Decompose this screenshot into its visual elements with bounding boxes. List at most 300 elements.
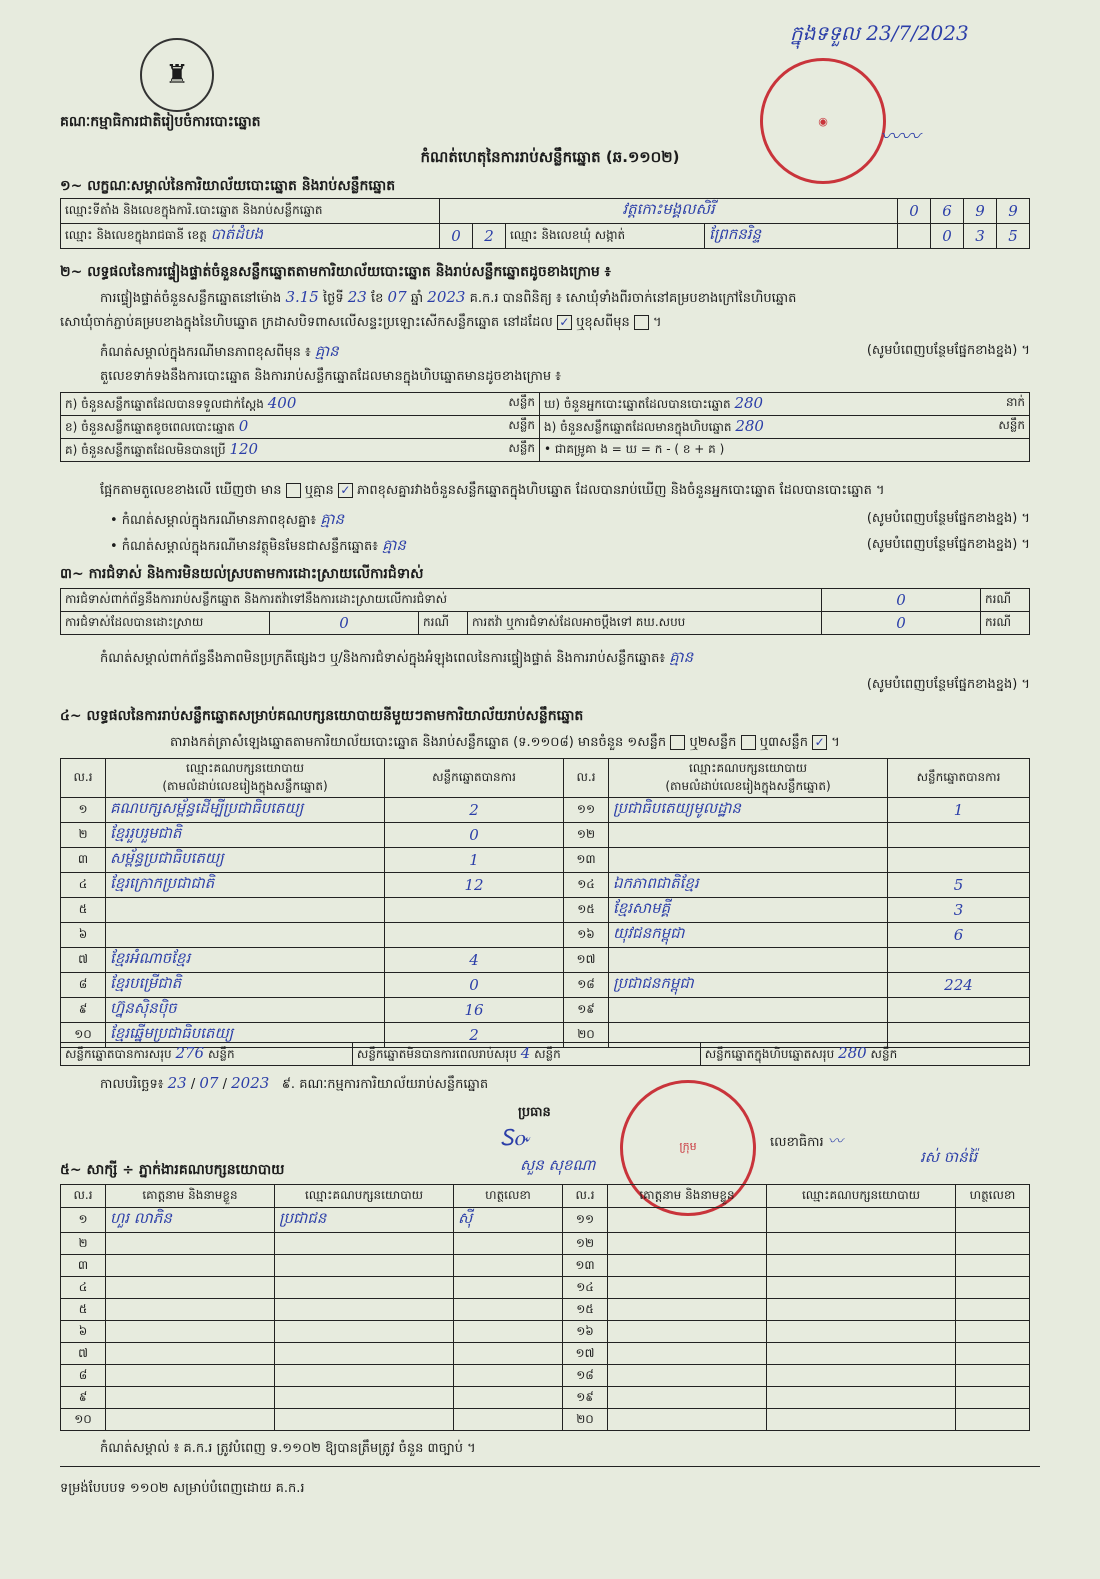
fill-more-3: (សូមបំពេញបន្ថែមផ្នែកខាងខ្នង) ។ — [866, 537, 1030, 552]
fill-more-4: (សូមបំពេញបន្ថែមផ្នែកខាងខ្នង) ។ — [866, 677, 1030, 692]
witness-name[interactable] — [608, 1255, 767, 1277]
verify-month: 07 — [387, 288, 407, 306]
location-digit-2: 6 — [931, 199, 964, 224]
witness-signature[interactable] — [454, 1343, 563, 1365]
witness-party[interactable] — [767, 1299, 956, 1321]
count-b-label: ខ) ចំនួនសន្លឹកឆ្នោតខូចពេលបោះឆ្នោត — [65, 420, 235, 434]
witness-no: ៨ — [61, 1365, 106, 1387]
witness-name[interactable]: ហួរ លាភិន — [106, 1208, 275, 1233]
location-label: ឈ្មោះទីតាំង និងលេខក្នុងការិ.បោះឆ្នោត និងរាប់សន្លឹកឆ្នោត — [61, 199, 440, 224]
count-a — [61, 393, 540, 416]
w-col-sign-left: ហត្ថលេខា — [454, 1185, 563, 1208]
witness-party[interactable] — [275, 1299, 454, 1321]
table-row — [61, 923, 1030, 948]
table-row — [61, 848, 1030, 873]
party-no: ១៥ — [564, 898, 609, 923]
date-day: 23 — [167, 1074, 187, 1092]
count-d-label: ឃ) ចំនួនអ្នកបោះឆ្នោតដែលបានបោះឆ្នោត — [544, 397, 731, 411]
fill-more-1: (សូមបំពេញបន្ថែមផ្នែកខាងខ្នង) ។ — [866, 343, 1030, 358]
party-name — [609, 998, 888, 1023]
total-valid-label: សន្លឹកឆ្នោតបានការសរុប — [65, 1047, 172, 1061]
party-name: ខ្មែរសាមគ្គី — [609, 898, 888, 923]
table-row — [61, 1255, 1030, 1277]
count-d-value: 280 — [734, 394, 764, 412]
count-c-value: 120 — [229, 440, 259, 458]
count-b — [61, 416, 540, 439]
appeal-value: 0 — [822, 612, 981, 635]
appeal-case: ករណី — [981, 612, 1030, 635]
party-no: ៧ — [61, 948, 106, 973]
witness-signature[interactable] — [956, 1255, 1030, 1277]
count-e — [540, 416, 1030, 439]
witness-name[interactable] — [106, 1233, 275, 1255]
count-b-unit: សន្លឹក — [508, 418, 535, 432]
party-name — [609, 823, 888, 848]
witness-signature[interactable] — [956, 1409, 1030, 1431]
total-valid-value: 276 — [175, 1044, 205, 1062]
received-note: ក្នុងទទួល 23/7/2023 — [790, 21, 969, 45]
party-no: ៤ — [61, 873, 106, 898]
w-col-name-left: គោត្តនាម និងនាមខ្លួន — [106, 1185, 275, 1208]
resolved-value: 0 — [270, 612, 419, 635]
province-label: ឈ្មោះ និងលេខក្នុងរាជធានី ខេត្ត — [65, 228, 207, 242]
party-no: ៣ — [61, 848, 106, 873]
party-no: ២០ — [564, 1023, 609, 1048]
witness-party[interactable] — [275, 1233, 454, 1255]
witness-name[interactable] — [608, 1299, 767, 1321]
irregular-note-label: កំណត់សម្គាល់ពាក់ព័ន្ធនឹងភាពមិនប្រក្រតីផ្សេងៗ ឬ/និងការជំទាស់ក្នុងអំឡុងពេលនៃការផ្ទៀងផ្ទាត់ និងការរាប់សន្លឹកឆ្នោត៖ — [100, 651, 666, 666]
party-no: ១០ — [61, 1023, 106, 1048]
witness-signature[interactable]: ស៊ី — [454, 1208, 563, 1233]
party-no: ៨ — [61, 973, 106, 998]
commune-digit-empty — [898, 224, 931, 249]
witness-no: ៦ — [61, 1321, 106, 1343]
witness-signature[interactable] — [956, 1233, 1030, 1255]
witness-party[interactable] — [275, 1343, 454, 1365]
diff-note-label: • កំណត់សម្គាល់ក្នុងករណីមានភាពខុសគ្នា៖ — [110, 513, 317, 528]
witness-party[interactable]: ប្រជាជន — [275, 1208, 454, 1233]
three-sheet-checkbox[interactable]: ✓ — [812, 735, 827, 750]
party-no: ១៨ — [564, 973, 609, 998]
section3-heading: ៣~ ការជំទាស់ និងការមិនយល់ស្របតាមការដោះស្រាយលើការជំទាស់ — [60, 566, 424, 582]
one-sheet-checkbox[interactable] — [670, 735, 685, 750]
total-invalid-value: 4 — [520, 1044, 531, 1062]
witness-party[interactable] — [767, 1321, 956, 1343]
objection-case: ករណី — [981, 589, 1030, 612]
witness-signature[interactable] — [956, 1277, 1030, 1299]
footer-divider — [60, 1466, 1040, 1467]
witness-signature[interactable] — [454, 1321, 563, 1343]
witness-name[interactable] — [106, 1409, 275, 1431]
date-year: 2023 — [231, 1074, 270, 1092]
location-digit-3: 9 — [964, 199, 997, 224]
total-invalid-unit: សន្លឹក — [534, 1047, 561, 1061]
object-note-value: គ្មាន — [382, 536, 406, 554]
witness-signature[interactable] — [454, 1255, 563, 1277]
table-row — [61, 1299, 1030, 1321]
w-col-no-left: ល.រ — [61, 1185, 106, 1208]
witness-no: ៧ — [61, 1343, 106, 1365]
day-label: ថ្ងៃទី — [322, 291, 344, 306]
witness-name[interactable] — [608, 1409, 767, 1431]
object-note-line — [110, 536, 1030, 558]
witness-name[interactable] — [106, 1299, 275, 1321]
secretary-label: លេខាធិការ — [770, 1135, 824, 1150]
party-votes: 0 — [385, 823, 564, 848]
col-votes-right: សន្លឹកឆ្នោតបានការ — [888, 759, 1030, 798]
date-month: 07 — [199, 1074, 219, 1092]
table-row — [61, 1387, 1030, 1409]
party-votes: 4 — [385, 948, 564, 973]
witness-no: ២០ — [563, 1409, 608, 1431]
table-row — [61, 1233, 1030, 1255]
count-c — [61, 439, 540, 462]
total-valid-unit: សន្លឹក — [207, 1047, 235, 1061]
total-invalid — [352, 1043, 700, 1066]
witness-signature[interactable] — [956, 1365, 1030, 1387]
witness-note: កំណត់សម្គាល់ ៖ គ.ក.រ ត្រូវបំពេញ ទ.១១០២ ឱ្យបានត្រឹមត្រូវ ចំនួន ៣ច្បាប់ ។ — [100, 1441, 476, 1456]
verify-year: 2023 — [427, 288, 466, 306]
party-votes: 6 — [888, 923, 1030, 948]
total-box-label: សន្លឹកឆ្នោតក្នុងហិបឆ្នោតសរុប — [704, 1047, 835, 1061]
witness-no: ១៤ — [563, 1277, 608, 1299]
appeal-label: ការតវ៉ា ឬការជំទាស់ដែលអាចប្តឹងទៅ គឃ.សបប — [468, 612, 822, 635]
witness-party[interactable] — [767, 1208, 956, 1233]
count-e-label: ង) ចំនួនសន្លឹកឆ្នោតដែលមានក្នុងហិបឆ្នោត — [544, 420, 732, 434]
witness-signature[interactable] — [454, 1277, 563, 1299]
total-box-value: 280 — [838, 1044, 867, 1062]
section4-heading: ៤~ លទ្ធផលនៃការរាប់សន្លឹកឆ្នោតសម្រាប់គណបក្សនយោបាយនីមួយៗតាមការិយាល័យរាប់សន្លឹកឆ្នោត — [60, 708, 584, 724]
table-row — [61, 823, 1030, 848]
table-row — [61, 998, 1030, 1023]
party-votes: 0 — [385, 973, 564, 998]
party-no: ១៤ — [564, 873, 609, 898]
party-votes: 16 — [385, 998, 564, 1023]
witness-signature[interactable] — [454, 1365, 563, 1387]
party-votes: 1 — [385, 848, 564, 873]
secretary-name: រស់ ចាន់រ៉ៃ — [920, 1148, 978, 1166]
counts-table — [60, 392, 1030, 462]
col-votes-left: សន្លឹកឆ្នោតបានការ — [385, 759, 564, 798]
col-no-right: ល.រ — [564, 759, 609, 798]
party-no: ១៦ — [564, 923, 609, 948]
witness-name[interactable] — [106, 1343, 275, 1365]
objection-table — [60, 588, 1030, 635]
witness-party[interactable] — [767, 1387, 956, 1409]
witness-no: ៥ — [61, 1299, 106, 1321]
table-row — [61, 1343, 1030, 1365]
witness-party[interactable] — [767, 1255, 956, 1277]
commune-value: ព្រែកនរិន្ទ — [705, 224, 898, 249]
party-name: ហ្វ៊ុនស៊ិនប៉ិច — [106, 998, 385, 1023]
total-valid — [61, 1043, 353, 1066]
witness-name[interactable] — [106, 1321, 275, 1343]
committee-label: ៩. គណៈកម្មការការិយាល័យរាប់សន្លឹកឆ្នោត — [281, 1077, 489, 1092]
location-digit-4: 9 — [997, 199, 1030, 224]
footer-text: ទម្រង់បែបបទ ១១០២ សម្រាប់បំពេញដោយ គ.ក.រ — [60, 1481, 305, 1496]
official-stamp-top — [760, 58, 886, 184]
section5-heading: ៥~ សាក្សី ÷ ភ្នាក់ងារគណបក្សនយោបាយ — [60, 1162, 285, 1178]
sheet-count-line: តារាងកត់ត្រាសំឡេងឆ្នោតតាមការិយាល័យបោះឆ្នោត និងរាប់សន្លឹកឆ្នោត (ទ.១១០៨) មានចំនួន ១សន្លឹក ឬ២សន្លឹក ឬ៣សន្លឹក ✓ ។ — [170, 735, 840, 750]
seal-text: សោឃុំចាក់ភ្ជាប់គម្របខាងក្នុងនៃហិបឆ្នោត ក្រដាសបិទពាសលើសន្ទះប្រឡោះសើកសន្លឹកឆ្នោត នៅដដែល — [60, 315, 553, 330]
count-c-label: គ) ចំនួនសន្លឹកឆ្នោតដែលមិនបានប្រើ — [65, 443, 226, 457]
table-row — [61, 898, 1030, 923]
table-row — [61, 1277, 1030, 1299]
org-name: គណៈកម្មាធិការជាតិរៀបចំការបោះឆ្នោត — [60, 114, 261, 130]
party-name — [609, 948, 888, 973]
diff-yes-checkbox[interactable] — [286, 483, 301, 498]
party-no: ១៩ — [564, 998, 609, 1023]
province-digit-1: 0 — [440, 224, 473, 249]
witness-party[interactable] — [767, 1365, 956, 1387]
witness-name[interactable] — [106, 1365, 275, 1387]
page-title: កំណត់ហេតុនៃការរាប់សន្លឹកឆ្នោត (ឆ.១១០២) — [420, 148, 680, 166]
witness-no: ១៩ — [563, 1387, 608, 1409]
witness-no: ៩ — [61, 1387, 106, 1409]
table-row — [61, 1409, 1030, 1431]
witness-party[interactable] — [767, 1277, 956, 1299]
witness-signature[interactable] — [956, 1343, 1030, 1365]
count-b-value: 0 — [238, 417, 249, 435]
sheet-count-label: តារាងកត់ត្រាសំឡេងឆ្នោតតាមការិយាល័យបោះឆ្នោត និងរាប់សន្លឹកឆ្នោត (ទ.១១០៨) មានចំនួន ១សន្លឹក — [170, 735, 667, 750]
witness-signature[interactable] — [454, 1233, 563, 1255]
signature-top: 〰〰 — [880, 124, 920, 148]
secretary-signature: 〰 — [827, 1132, 843, 1150]
objection-label: ការជំទាស់ពាក់ព័ន្ធនឹងការរាប់សន្លឹកឆ្នោត និងការតវ៉ាទៅនឹងការដោះស្រាយលើការជំទាស់ — [61, 589, 822, 612]
year-label: ឆ្នាំ — [410, 291, 424, 306]
secretary-line — [770, 1130, 843, 1153]
changed-checkbox[interactable] — [634, 315, 649, 330]
w-col-name-right: គោត្តនាម និងនាមខ្លួន — [608, 1185, 767, 1208]
diff-check-label-a: ផ្អែកតាមតួលេខខាងលើ ឃើញថា មាន — [100, 483, 282, 498]
party-votes — [888, 998, 1030, 1023]
witness-no: ១៥ — [563, 1299, 608, 1321]
count-c-unit: សន្លឹក — [508, 441, 535, 455]
party-no: ១២ — [564, 823, 609, 848]
section2-heading: ២~ លទ្ធផលនៃការផ្ទៀងផ្ទាត់ចំនួនសន្លឹកឆ្នោតតាមការិយាល័យបោះឆ្នោត និងរាប់សន្លឹកឆ្នោតដូចខាងក្រោម ៖ — [60, 264, 611, 280]
witness-name[interactable] — [608, 1387, 767, 1409]
party-name: ខ្មែរបម្រើជាតិ — [106, 973, 385, 998]
witness-signature[interactable] — [956, 1321, 1030, 1343]
witness-party[interactable] — [767, 1233, 956, 1255]
witness-signature[interactable] — [956, 1299, 1030, 1321]
date-line: កាលបរិច្ឆេទ៖ 23 / 07 / 2023 ៩. គណៈកម្មការការិយាល័យរាប់សន្លឹកឆ្នោត — [100, 1074, 489, 1092]
party-name: គណបក្សសម្ព័ន្ធដើម្បីប្រជាធិបតេយ្យ — [106, 798, 385, 823]
count-a-value: 400 — [267, 394, 297, 412]
table-row — [61, 1365, 1030, 1387]
witness-signature[interactable] — [454, 1409, 563, 1431]
witness-party[interactable] — [275, 1255, 454, 1277]
col-party-left — [106, 759, 385, 798]
witness-no: ១០ — [61, 1409, 106, 1431]
party-name: ខ្មែរក្រោកប្រជាជាតិ — [106, 873, 385, 898]
party-votes — [888, 848, 1030, 873]
party-no: ៦ — [61, 923, 106, 948]
province-row — [61, 224, 440, 249]
table-row — [61, 948, 1030, 973]
total-invalid-label: សន្លឹកឆ្នោតមិនបានការពេលរាប់សរុប — [356, 1047, 517, 1061]
party-no: ១៧ — [564, 948, 609, 973]
witness-name[interactable] — [608, 1343, 767, 1365]
witness-name[interactable] — [106, 1387, 275, 1409]
changed-label: ឬខុសពីមុន — [576, 315, 630, 330]
verify-time-label: ការផ្ទៀងផ្ទាត់ចំនួនសន្លឹកឆ្នោតនៅម៉ោង — [100, 291, 282, 306]
witness-party[interactable] — [275, 1321, 454, 1343]
witness-no: ១២ — [563, 1233, 608, 1255]
diff-no-checkbox[interactable]: ✓ — [338, 483, 353, 498]
witness-no: ១ — [61, 1208, 106, 1233]
witness-signature[interactable] — [454, 1299, 563, 1321]
commune-digit-3: 5 — [997, 224, 1030, 249]
counts-intro: តួលេខទាក់ទងនឹងការបោះឆ្នោត និងការរាប់សន្លឹកឆ្នោតដែលមានក្នុងហិបឆ្នោតមានដូចខាងក្រោម ៖ — [100, 369, 561, 384]
three-sheet-label: ឬ៣សន្លឹក — [759, 735, 808, 750]
object-note-label: • កំណត់សម្គាល់ក្នុងករណីមានវត្ថុមិនមែនជាសន្លឹកឆ្នោត៖ — [110, 539, 378, 554]
party-name: ខ្មែរអំណាចខ្មែរ — [106, 948, 385, 973]
count-a-label: ក) ចំនួនសន្លឹកឆ្នោតដែលបានទទួលជាក់ស្តែង — [65, 397, 264, 411]
total-box-unit: សន្លឹក — [870, 1047, 898, 1061]
party-name: ខ្មែររួបរួមជាតិ — [106, 823, 385, 848]
count-e-value: 280 — [735, 417, 764, 435]
witness-party[interactable] — [275, 1365, 454, 1387]
count-d-unit: នាក់ — [1005, 395, 1025, 409]
two-sheet-checkbox[interactable] — [741, 735, 756, 750]
diff-check-label-b: ឬគ្មាន — [304, 483, 334, 498]
party-name — [609, 848, 888, 873]
party-votes: 224 — [888, 973, 1030, 998]
party-name: សម្ព័ន្ធប្រជាធិបតេយ្យ — [106, 848, 385, 873]
seal-line: សោឃុំចាក់ភ្ជាប់គម្របខាងក្នុងនៃហិបឆ្នោត ក្រដាសបិទពាសលើសន្ទះប្រឡោះសើកសន្លឹកឆ្នោត នៅដដែល ✓ ឬខុសពីមុន ។ — [60, 315, 662, 330]
count-a-unit: សន្លឹក — [508, 395, 535, 409]
table-row — [61, 973, 1030, 998]
party-votes: 2 — [385, 798, 564, 823]
change-note-label: កំណត់សម្គាល់ក្នុងករណីមានភាពខុសពីមុន ៖ — [100, 345, 311, 360]
col-party-left-title: ឈ្មោះគណបក្សនយោបាយ — [185, 761, 305, 775]
table-row — [61, 1321, 1030, 1343]
diff-note-line — [110, 510, 1030, 532]
verify-time: 3.15 — [285, 288, 319, 306]
w-col-party-left: ឈ្មោះគណបក្សនយោបាយ — [275, 1185, 454, 1208]
formula: • ជាគម្រូគា ង = ឃ = ក - ( ខ + គ ) — [540, 439, 1030, 462]
party-no: ១៣ — [564, 848, 609, 873]
witness-no: ២ — [61, 1233, 106, 1255]
count-e-unit: សន្លឹក — [998, 418, 1025, 432]
party-name: ប្រជាជនកម្ពុជា — [609, 973, 888, 998]
witness-name[interactable] — [106, 1277, 275, 1299]
unchanged-checkbox[interactable]: ✓ — [557, 315, 572, 330]
total-box — [700, 1043, 1029, 1066]
col-party-right-title: ឈ្មោះគណបក្សនយោបាយ — [688, 761, 808, 775]
witness-no: ១៣ — [563, 1255, 608, 1277]
verify-day: 23 — [347, 288, 367, 306]
party-name: ឯកភាពជាតិខ្មែរ — [609, 873, 888, 898]
witness-name[interactable] — [608, 1277, 767, 1299]
witness-no: ៤ — [61, 1277, 106, 1299]
party-votes: 1 — [888, 798, 1030, 823]
witness-party[interactable] — [275, 1409, 454, 1431]
witness-no: ១៨ — [563, 1365, 608, 1387]
date-label: កាលបរិច្ឆេទ៖ — [100, 1077, 164, 1092]
party-name: ខ្មែរឆ្នើមប្រជាធិបតេយ្យ — [106, 1023, 385, 1048]
witness-signature[interactable] — [956, 1208, 1030, 1233]
province-digit-2: 2 — [473, 224, 506, 249]
party-no: ៩ — [61, 998, 106, 1023]
party-votes — [888, 823, 1030, 848]
diff-note-value: គ្មាន — [320, 510, 344, 528]
change-note-line — [100, 342, 1030, 364]
party-votes: 5 — [888, 873, 1030, 898]
witness-signature[interactable] — [454, 1387, 563, 1409]
witness-party[interactable] — [767, 1343, 956, 1365]
party-no: ៥ — [61, 898, 106, 923]
w-col-sign-right: ហត្ថលេខា — [956, 1185, 1030, 1208]
witness-name[interactable] — [608, 1208, 767, 1233]
commune-digit-2: 3 — [964, 224, 997, 249]
chair-name: សួន សុខណា — [520, 1156, 596, 1174]
seal-icon: ◉ — [818, 114, 828, 128]
party-votes: 2 — [385, 1023, 564, 1048]
chair-title: ប្រធាន — [518, 1105, 551, 1120]
w-col-no-right: ល.រ — [563, 1185, 608, 1208]
witness-name[interactable] — [608, 1365, 767, 1387]
witness-name[interactable] — [106, 1255, 275, 1277]
party-no: ១ — [61, 798, 106, 823]
chair-signature: Ꮪꮕ — [500, 1126, 529, 1151]
commune-digit-1: 0 — [931, 224, 964, 249]
party-name — [106, 898, 385, 923]
witness-signature[interactable] — [956, 1387, 1030, 1409]
witness-party[interactable] — [275, 1277, 454, 1299]
resolved-label: ការជំទាស់ដែលបានដោះស្រាយ — [61, 612, 270, 635]
party-no: ២ — [61, 823, 106, 848]
party-votes — [385, 898, 564, 923]
party-name — [106, 923, 385, 948]
section1-heading: ១~ លក្ខណៈសម្គាល់នៃការិយាល័យបោះឆ្នោត និងរាប់សន្លឹកឆ្នោត — [60, 178, 396, 194]
province-value: បាត់ដំបង — [210, 225, 264, 243]
results-table — [60, 758, 1030, 1048]
totals-table — [60, 1042, 1030, 1066]
verify-time-line — [100, 288, 796, 309]
section1-table — [60, 198, 1030, 249]
party-votes — [385, 923, 564, 948]
witness-no: ១៧ — [563, 1343, 608, 1365]
irregular-note-line — [100, 648, 693, 670]
irregular-note-value: គ្មាន — [669, 648, 694, 666]
col-no-left: ល.រ — [61, 759, 106, 798]
change-note-value: គ្មាន — [314, 342, 339, 360]
difference-check-line — [100, 482, 1040, 501]
fill-more-2: (សូមបំពេញបន្ថែមផ្នែកខាងខ្នង) ។ — [866, 511, 1030, 526]
witness-no: ៣ — [61, 1255, 106, 1277]
party-name: ប្រជាធិបតេយ្យមូលដ្ឋាន — [609, 798, 888, 823]
table-row — [61, 798, 1030, 823]
witness-no: ១៦ — [563, 1321, 608, 1343]
count-d — [540, 393, 1030, 416]
witness-name[interactable] — [608, 1233, 767, 1255]
witness-table — [60, 1184, 1030, 1431]
witness-no: ១១ — [563, 1208, 608, 1233]
two-sheet-label: ឬ២សន្លឹក — [689, 735, 737, 750]
table-row — [61, 873, 1030, 898]
location-digit-1: 0 — [898, 199, 931, 224]
witness-name[interactable] — [608, 1321, 767, 1343]
party-votes: 12 — [385, 873, 564, 898]
witness-party[interactable] — [275, 1387, 454, 1409]
col-party-right-sub: (តាមលំដាប់លេខរៀងក្នុងសន្លឹកឆ្នោត) — [665, 779, 831, 793]
temple-emblem-icon: ♜ — [140, 38, 214, 112]
witness-party[interactable] — [767, 1409, 956, 1431]
table-row — [61, 1208, 1030, 1233]
month-label: ខែ — [371, 291, 384, 306]
